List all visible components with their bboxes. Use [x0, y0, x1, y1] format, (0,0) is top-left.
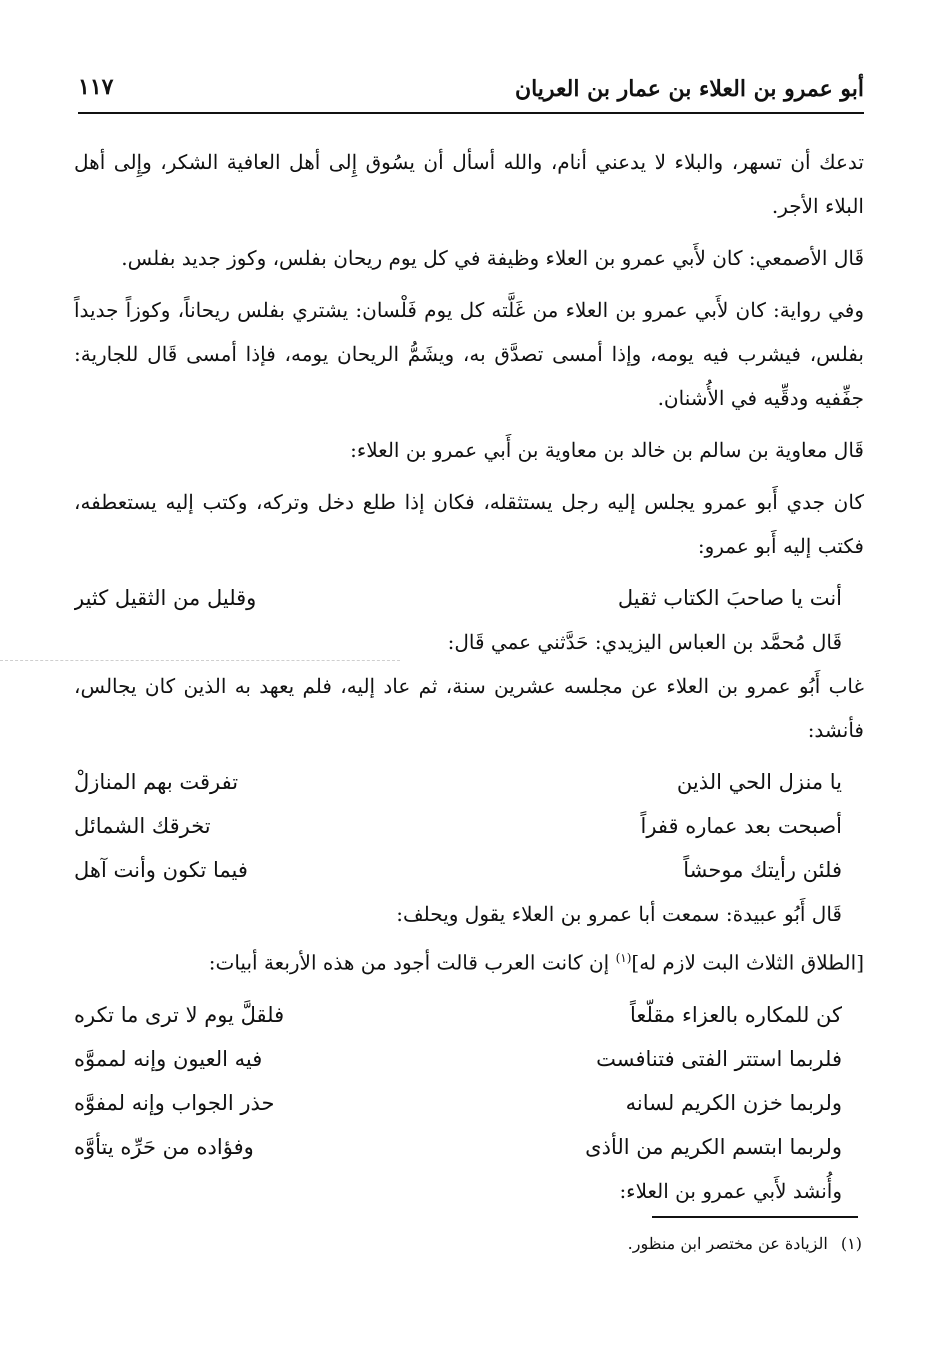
verse-block-2 — [74, 760, 864, 892]
verse-hemistich-second: وفؤاده من حَرِّه يتأوَّه — [74, 1134, 254, 1159]
paragraph: قَال أَبُو عبيدة: سمعت أبا عمرو بن العلاء يقول ويحلف: — [396, 902, 842, 926]
verse-line — [74, 804, 864, 848]
verse-line — [74, 993, 864, 1037]
paragraph: وأُنشد لأَبي عمرو بن العلاء: — [619, 1178, 842, 1203]
paragraph: قَال الأصمعي: كان لأَبي عمرو بن العلاء وظيفة في كل يوم ريحان بفلس، وكوز جديد بفلس. — [121, 246, 864, 270]
page-header — [78, 66, 864, 114]
footnote-marker[interactable]: (١) — [615, 951, 632, 965]
page-number: ١١٧ — [78, 74, 114, 100]
verse-hemistich-second: فلقلَّ يوم لا ترى ما تكره — [74, 1002, 285, 1027]
verse-hemistich-first: أنت يا صاحبَ الكتاب ثقيل — [617, 586, 842, 610]
verse-line — [74, 760, 864, 804]
verse-line — [74, 1125, 864, 1169]
verse-hemistich-first: فلربما استتر الفتى فتنافست — [596, 1046, 842, 1071]
paragraph: قَال معاوية بن سالم بن خالد بن معاوية بن أَبي عمرو بن العلاء: — [350, 438, 864, 462]
verse-hemistich-first: فلئن رأيتك موحشاً — [683, 858, 842, 882]
verse-line — [74, 576, 864, 620]
verse-line — [74, 1037, 864, 1081]
paragraph: كان جدي أَبو عمرو يجلس إليه رجل يستثقله، فكان إذا طلع دخل وتركه، وكتب إليه يستعطفه، فكتب إليه أَبو عمرو: — [74, 490, 864, 558]
footnote-number: (١) — [840, 1234, 862, 1253]
verse-hemistich-second: تفرقت بهم المنازلْ — [74, 770, 239, 794]
verse-hemistich-second: تخرقك الشمائل — [74, 814, 211, 838]
paragraph: تدعك أن تسهر، والبلاء لا يدعني أنام، والله أسأل أن يسُوق إِلى أهل العافية الشكر، وإِلى أهل البلاء الأجر. — [74, 150, 864, 218]
verse-hemistich-first: أصبحت بعد عماره قفراً — [640, 814, 842, 838]
paragraph: وفي رواية: كان لأَبي عمرو بن العلاء من غَلَّته كل يوم فَلْسان: يشتري بفلس ريحاناً، وكوزاً جديداً بفلس، فيشرب فيه يومه، وإذا أمسى تصدَّق به، ويشَمُّ الريحان يومه، فإذا أمسى قَال للجارية: جفِّفيه ودقِّيه في الأُشنان. — [74, 298, 864, 410]
verse-line — [74, 848, 864, 892]
talaq-before: [الطلاق الثلاث البت لازم له] — [631, 950, 864, 975]
footnote — [628, 1234, 862, 1253]
verse-hemistich-second: فيما تكون وأنت آهل — [74, 858, 248, 882]
verse-hemistich-first: يا منزل الحي الذين — [676, 770, 842, 794]
talaq-after: إن كانت العرب قالت أجود من هذه الأربعة أبيات: — [208, 950, 616, 975]
verse-block-1 — [74, 576, 864, 620]
verse-hemistich-second: فيه العيون وإنه لمموَّه — [74, 1046, 263, 1071]
running-head: أبو عمرو بن العلاء بن عمار بن العريان — [514, 76, 864, 102]
verse-hemistich-first: ولربما خزن الكريم لسانه — [625, 1090, 842, 1115]
footnote-rule — [652, 1216, 858, 1218]
verse-block-3 — [74, 993, 864, 1169]
verse-hemistich-first: كن للمكاره بالعزاء مقلّعاً — [629, 1002, 842, 1027]
paragraph: قَال مُحمَّد بن العباس اليزيدي: حَدَّثني عمي قَال: — [447, 630, 842, 654]
verse-hemistich-first: ولربما ابتسم الكريم من الأذى — [585, 1134, 842, 1159]
verse-line — [74, 1081, 864, 1125]
verse-hemistich-second: حذر الجواب وإنه لمفوَّه — [74, 1090, 275, 1115]
paragraph-talaq — [74, 936, 864, 985]
page-body — [74, 140, 864, 1213]
paragraph: غاب أَبُو عمرو بن العلاء عن مجلسه عشرين سنة، ثم عاد إليه، فلم يعهد به الذين كان يجالس، فأنشد: — [74, 674, 864, 742]
footnote-text: الزيادة عن مختصر ابن منظور. — [627, 1234, 828, 1253]
verse-hemistich-second: وقليل من الثقيل كثير — [74, 586, 257, 610]
